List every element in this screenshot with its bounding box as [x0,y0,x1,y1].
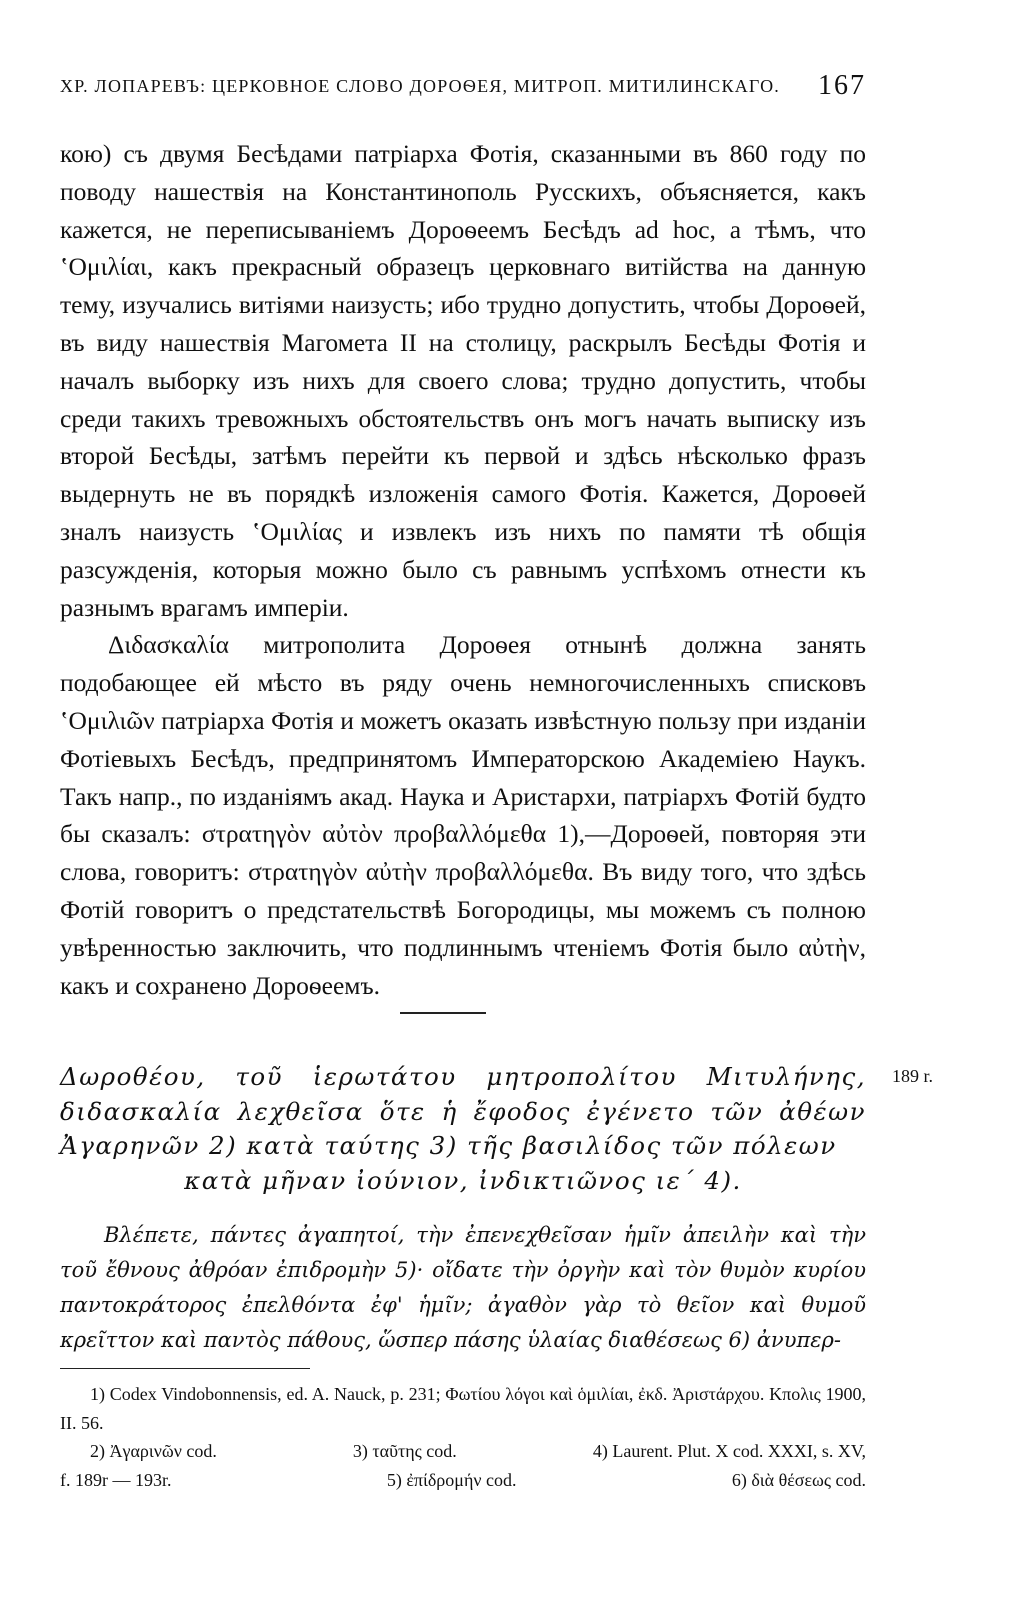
greek-text [60,1218,866,1358]
footnote-6: 6) διὰ θέσεως cod. [731,1469,866,1490]
footnote-3: 3) ταῦτης cod. [352,1441,457,1461]
greek-title-last-line: κατὰ μῆναν ἰούνιον, ἰνδικτιῶνος ιε´ 4). [184,1165,742,1195]
greek-paragraph: Βλέπετε, πάντες ἀγαπητοί, τὴν ἐπενεχθεῖσαν ἡμῖν ἀπειλὴν καὶ τὴν τοῦ ἔθνους ἀθρόαν ἐπιδρομὴν 5)· οἴδατε τὴν ὀργὴν καὶ τὸν θυμὸν κυρίου παντοκράτορος ἐπελθόντα ἐφ' ἡμῖν; ἀγαθὸν γὰρ τὸ θεῖον καὶ θυμοῦ κρεῖττον καὶ παντὸς πάθους, ὥσπερ πάσης ὑλαίας διαθέσεως 6) ἀνυπερ- [60,1223,866,1352]
footnote-row-2 [60,1437,866,1466]
footnotes [60,1380,866,1494]
footnote-4b: f. 189r — 193r. [60,1469,172,1490]
page-number: 167 [818,70,866,101]
footnote-row-3 [60,1466,866,1495]
paragraph-2: Διδασκαλία митрополита Дороѳея отнынѣ должна занять подобающее ей мѣсто въ ряду очень немногочисленныхъ списковъ ʽΟμιλιῶν патріарха Фотія и можетъ оказать извѣстную пользу при изданіи Фотіевыхъ Бесѣдъ, предпринятомъ Императорскою Академіею Наукъ. Такъ напр., по изданіямъ акад. Наука и Аристархи, патріархъ Фотій будто бы сказалъ: στρατηγὸν αὐτὸν προβαλλόμεθα 1),—Дороѳей, повторяя эти слова, говоритъ: στρατηγὸν αὐτὴν προβαλλόμεθα. Въ виду того, что здѣсь Фотій говоритъ о предстательствѣ Богородицы, мы можемъ съ полною увѣренностью заключить, что подлиннымъ чтеніемъ Фотія было αὐτὴν, какъ и сохранено Дороѳеемъ. [60,630,866,1000]
footnote-rule [60,1368,310,1369]
footnote-1: 1) Codex Vindobonnensis, ed. A. Nauck, p. 231; Φωτίου λόγοι καὶ ὁμιλίαι, ἐκδ. Ἀριστάρχου. Κπολις 1900, II. 56. [60,1384,866,1433]
paragraph-1: кою) съ двумя Бесѣдами патріарха Фотія, сказанными въ 860 году по поводу нашествія на Константинополь Русскихъ, объясняется, какъ кажется, не переписываніемъ Дороѳеемъ Бесѣдъ ad hoc, а тѣмъ, что ʽΟμιλίαι, какъ прекрасный образецъ церковнаго витійства на данную тему, изучались витіями наизусть; ибо трудно допустить, чтобы Дороѳей, въ виду нашествія Магомета II на столицу, раскрылъ Бесѣды Фотія и началъ выборку изъ нихъ для своего слова; трудно допустить, чтобы среди такихъ тревожныхъ обстоятельствъ онъ могъ начать выписку изъ второй Бесѣды, затѣмъ перейти къ первой и здѣсь нѣсколько фразъ выдернуть не въ порядкѣ изложенія самого Фотія. Кажется, Дороѳей зналъ наизусть ʽΟμιλίας и извлекъ изъ нихъ по памяти тѣ общія разсужденія, которыя можно было съ равнымъ успѣхомъ отнести къ разнымъ врагамъ имперіи. [60,139,866,622]
main-text [60,135,866,1004]
section-separator [400,1012,486,1014]
margin-folio-note: 189 r. [892,1066,934,1086]
running-title: ХР. ЛОПАРЕВЪ: ЦЕРКОВНОЕ СЛОВО ДОРОѲЕЯ, МИТРОП. МИТИЛИНСКАГО. [60,76,780,96]
running-header [60,70,866,110]
footnote-4a: 4) Laurent. Plut. X cod. XXXI, s. XV, [592,1441,866,1461]
greek-title [60,1060,866,1198]
footnote-5: 5) ἐπίδρομήν cod. [386,1469,517,1490]
greek-title-text: Δωροθέου, τοῦ ἱερωτάτου μητροπολίτου Μιτυλήνης, διδασκαλία λεχθεῖσα ὅτε ἡ ἔφοδος ἐγένετο τῶν ἀθέων Ἀγαρηνῶν 2) κατὰ ταύτης 3) τῆς βασιλίδος τῶν πόλεων [60,1062,866,1160]
footnote-2: 2) Ἀγαρινῶν cod. [90,1441,217,1461]
